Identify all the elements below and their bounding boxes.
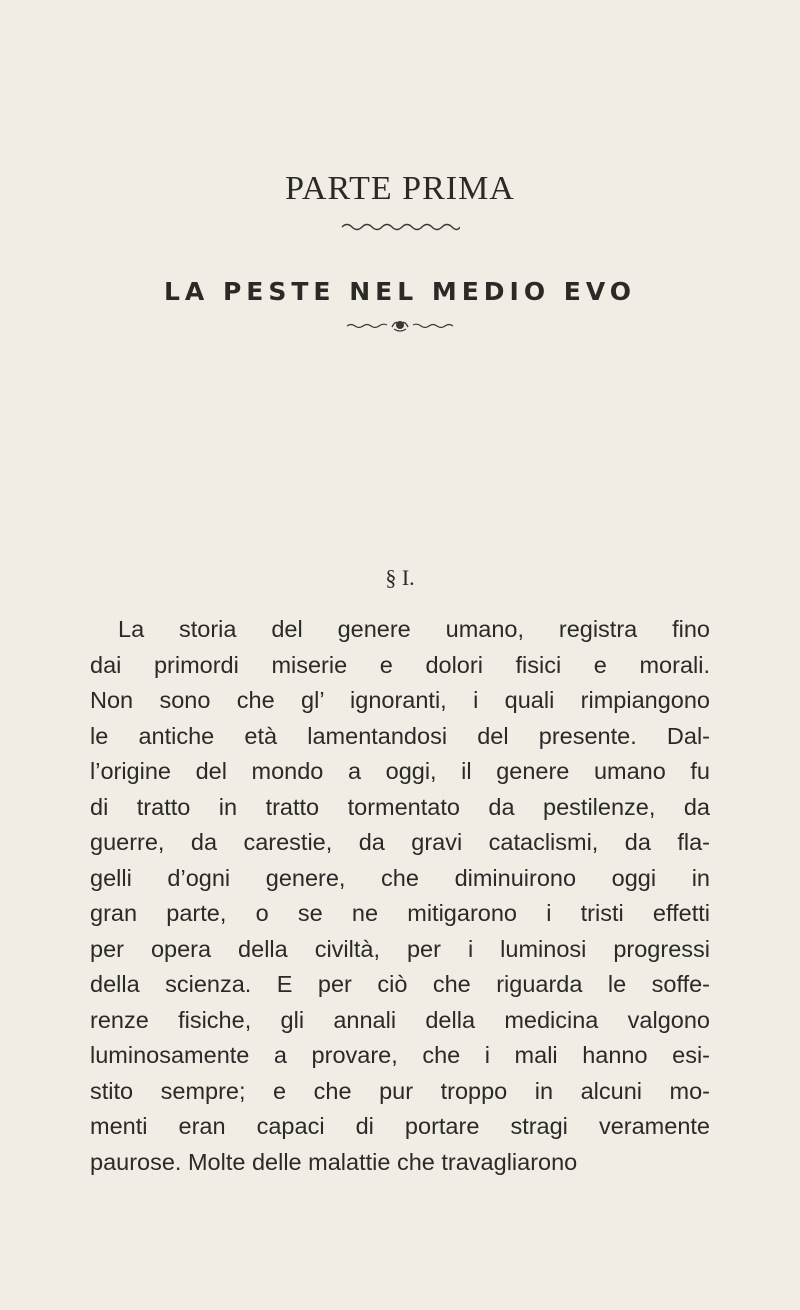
floral-rule-ornament: [345, 318, 455, 334]
text-line: della scienza. E per ciò che riguarda le soffe-: [90, 971, 710, 997]
text-line: guerre, da carestie, da gravi cataclismi, da fla-: [90, 829, 710, 855]
text-line: l’origine del mondo a oggi, il genere umano fu: [90, 758, 710, 784]
text-line: menti eran capaci di portare stragi veramente: [90, 1113, 710, 1139]
section-number: § I.: [385, 565, 415, 590]
text-line: La storia del genere umano, registra fino: [118, 616, 710, 642]
text-line: renze fisiche, gli annali della medicina valgono: [90, 1006, 710, 1033]
wavy-rule-ornament: [340, 220, 460, 234]
text-line: luminosamente a provare, che i mali hanno esi-: [90, 1042, 710, 1068]
text-line: dai primordi miserie e dolori fisici e morali.: [90, 651, 710, 678]
body-paragraph: [90, 612, 710, 1180]
text-line: per opera della civiltà, per i luminosi progressi: [90, 935, 710, 962]
text-line: Non sono che gl’ ignoranti, i quali rimpiangono: [90, 687, 710, 713]
text-line: stito sempre; e che pur troppo in alcuni mo-: [90, 1077, 710, 1104]
text-line: le antiche età lamentandosi del presente. Dal-: [90, 722, 710, 749]
section-title: LA PESTE NEL MEDIO EVO: [163, 277, 637, 306]
text-line: gelli d’ogni genere, che diminuirono oggi in: [90, 864, 710, 891]
text-line: gran parte, o se ne mitigarono i tristi effetti: [90, 900, 710, 926]
part-title: PARTE PRIMA: [285, 170, 515, 207]
text-line: di tratto in tratto tormentato da pestilenze, da: [90, 793, 710, 820]
text-line: paurose. Molte delle malattie che travagliarono: [90, 1148, 578, 1175]
